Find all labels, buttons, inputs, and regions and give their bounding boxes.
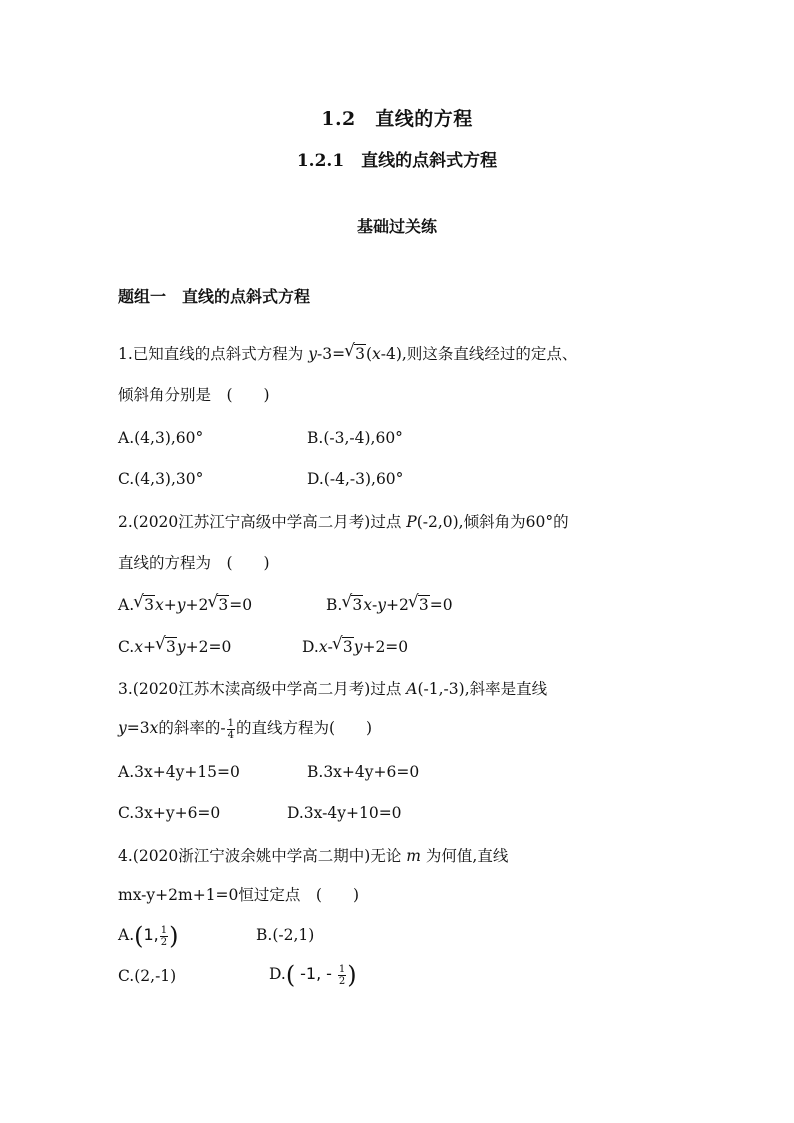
q3-option-b: B.3x+4y+6=0 bbox=[307, 763, 420, 781]
q1-option-d: D.(-4,-3),60° bbox=[307, 470, 404, 488]
q3-option-d: D.3x-4y+10=0 bbox=[287, 804, 402, 822]
section-title: 1.2.1 直线的点斜式方程 bbox=[296, 151, 498, 171]
exercise-heading: 基础过关练 bbox=[356, 217, 437, 236]
question-4-line-2: mx-y+2m+1=0恒过定点 ( ) bbox=[118, 886, 359, 904]
q2-option-d: D.x-√ 3y+2=0 bbox=[302, 636, 408, 658]
question-4-line-1: 4.(2020浙江宁波余姚中学高二期中)无论 m 为何值,直线 bbox=[118, 847, 509, 865]
q2-option-c: C.x+√ 3y+2=0 bbox=[118, 636, 231, 658]
question-1-line-1: 1.已知直线的点斜式方程为 y-3=√ 3(x-4),则这条直线经过的定点、 bbox=[118, 343, 577, 365]
q4-option-a: A.(1, $\frac{1}{2}$ ) bbox=[118, 922, 179, 950]
question-2-line-2: 直线的方程为 ( ) bbox=[118, 554, 270, 572]
chapter-title: 1.2 直线的方程 bbox=[321, 108, 473, 130]
q2-option-b: B.√ 3x-y+2√ 3=0 bbox=[326, 594, 453, 616]
q4-option-b: B.(-2,1) bbox=[256, 926, 315, 944]
q1-option-a: A.(4,3),60° bbox=[118, 429, 204, 447]
fraction-one-half: $\frac{1}{2}$ bbox=[160, 924, 168, 948]
q4-option-d: D.( -1, - $\frac{1}{2}$ ) bbox=[269, 961, 357, 989]
group-heading: 题组一 直线的点斜式方程 bbox=[118, 287, 311, 306]
question-3-line-1: 3.(2020江苏木渎高级中学高二月考)过点 A(-1,-3),斜率是直线 bbox=[118, 680, 548, 698]
q2-option-a: A.√ 3x+y+2√ 3=0 bbox=[118, 594, 252, 616]
sqrt-symbol: √ 3 bbox=[345, 343, 366, 365]
fraction-one-quarter: $\frac{1}{4}$ bbox=[227, 717, 234, 741]
fraction-one-half-d: $\frac{1}{2}$ bbox=[338, 963, 346, 987]
q1-option-c: C.(4,3),30° bbox=[118, 470, 204, 488]
q1-option-b: B.(-3,-4),60° bbox=[307, 429, 403, 447]
question-3-line-2: y=3x的斜率的- $\frac{1}{4}$ 的直线方程为( ) bbox=[118, 717, 373, 741]
question-2-line-1: 2.(2020江苏江宁高级中学高二月考)过点 P(-2,0),倾斜角为60°的 bbox=[118, 513, 569, 531]
question-1-line-2: 倾斜角分别是 ( ) bbox=[118, 386, 270, 404]
q3-option-a: A.3x+4y+15=0 bbox=[118, 763, 240, 781]
q3-option-c: C.3x+y+6=0 bbox=[118, 804, 221, 822]
q4-option-c: C.(2,-1) bbox=[118, 967, 177, 985]
